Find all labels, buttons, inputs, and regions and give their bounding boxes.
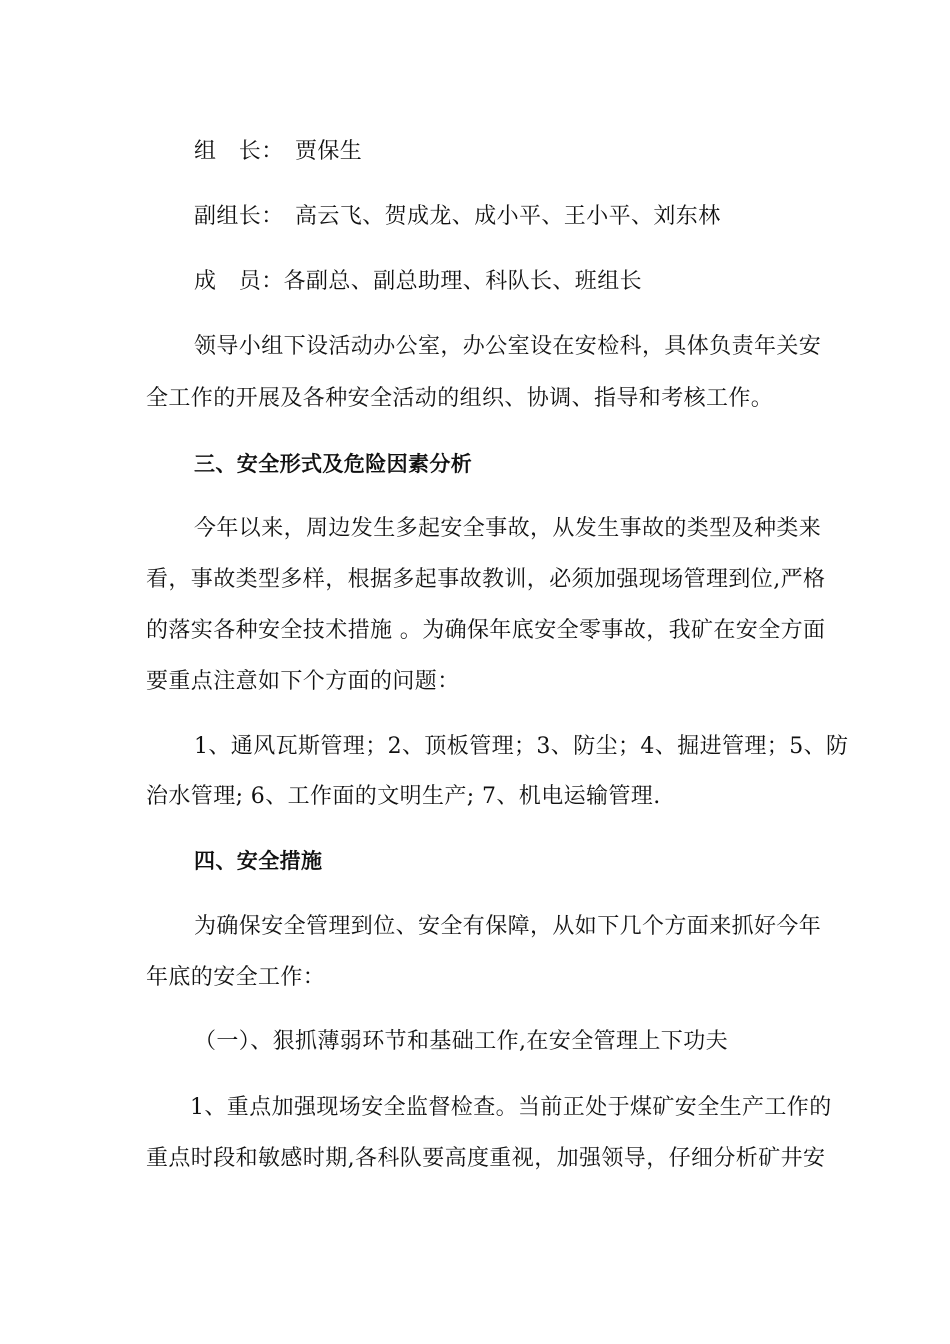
paragraph-analysis-line-2: 看，事故类型多样，根据多起事故教训，必须加强现场管理到位,严格 — [146, 567, 826, 592]
paragraph-measures-line-1: 为确保安全管理到位、安全有保障，从如下几个方面来抓好今年 — [194, 914, 822, 939]
paragraph-office-line-2: 全工作的开展及各种安全活动的组织、协调、指导和考核工作。 — [146, 386, 774, 411]
list-items-line-1: 1、通风瓦斯管理；2、顶板管理；3、防尘；4、掘进管理；5、防 — [194, 734, 849, 759]
paragraph-inspection-line-2: 重点时段和敏感时期,各科队要高度重视，加强领导，仔细分析矿井安 — [146, 1146, 826, 1171]
paragraph-office-line-1: 领导小组下设活动办公室，办公室设在安检科，具体负责年关安 — [194, 334, 822, 359]
subheading-1: （一）、狠抓薄弱环节和基础工作,在安全管理上下功夫 — [194, 1029, 728, 1054]
list-items-line-2: 治水管理; 6、工作面的文明生产; 7、机电运输管理. — [146, 784, 661, 809]
paragraph-analysis-line-4: 要重点注意如下个方面的问题： — [146, 669, 460, 694]
paragraph-inspection-line-1: 1、重点加强现场安全监督检查。当前正处于煤矿安全生产工作的 — [190, 1095, 832, 1120]
section-heading-3: 三、安全形式及危险因素分析 — [194, 452, 473, 476]
deputy-leader-line: 副组长： 高云飞、贺成龙、成小平、王小平、刘东林 — [194, 204, 721, 229]
members-line: 成 员：各副总、副总助理、科队长、班组长 — [194, 269, 643, 294]
paragraph-measures-line-2: 年底的安全工作： — [146, 965, 326, 990]
paragraph-analysis-line-1: 今年以来，周边发生多起安全事故，从发生事故的类型及种类来 — [194, 516, 822, 541]
paragraph-analysis-line-3: 的落实各种安全技术措施 。为确保年底安全零事故，我矿在安全方面 — [146, 618, 826, 643]
section-heading-4: 四、安全措施 — [194, 849, 323, 873]
leader-line: 组 长： 贾保生 — [194, 139, 363, 164]
